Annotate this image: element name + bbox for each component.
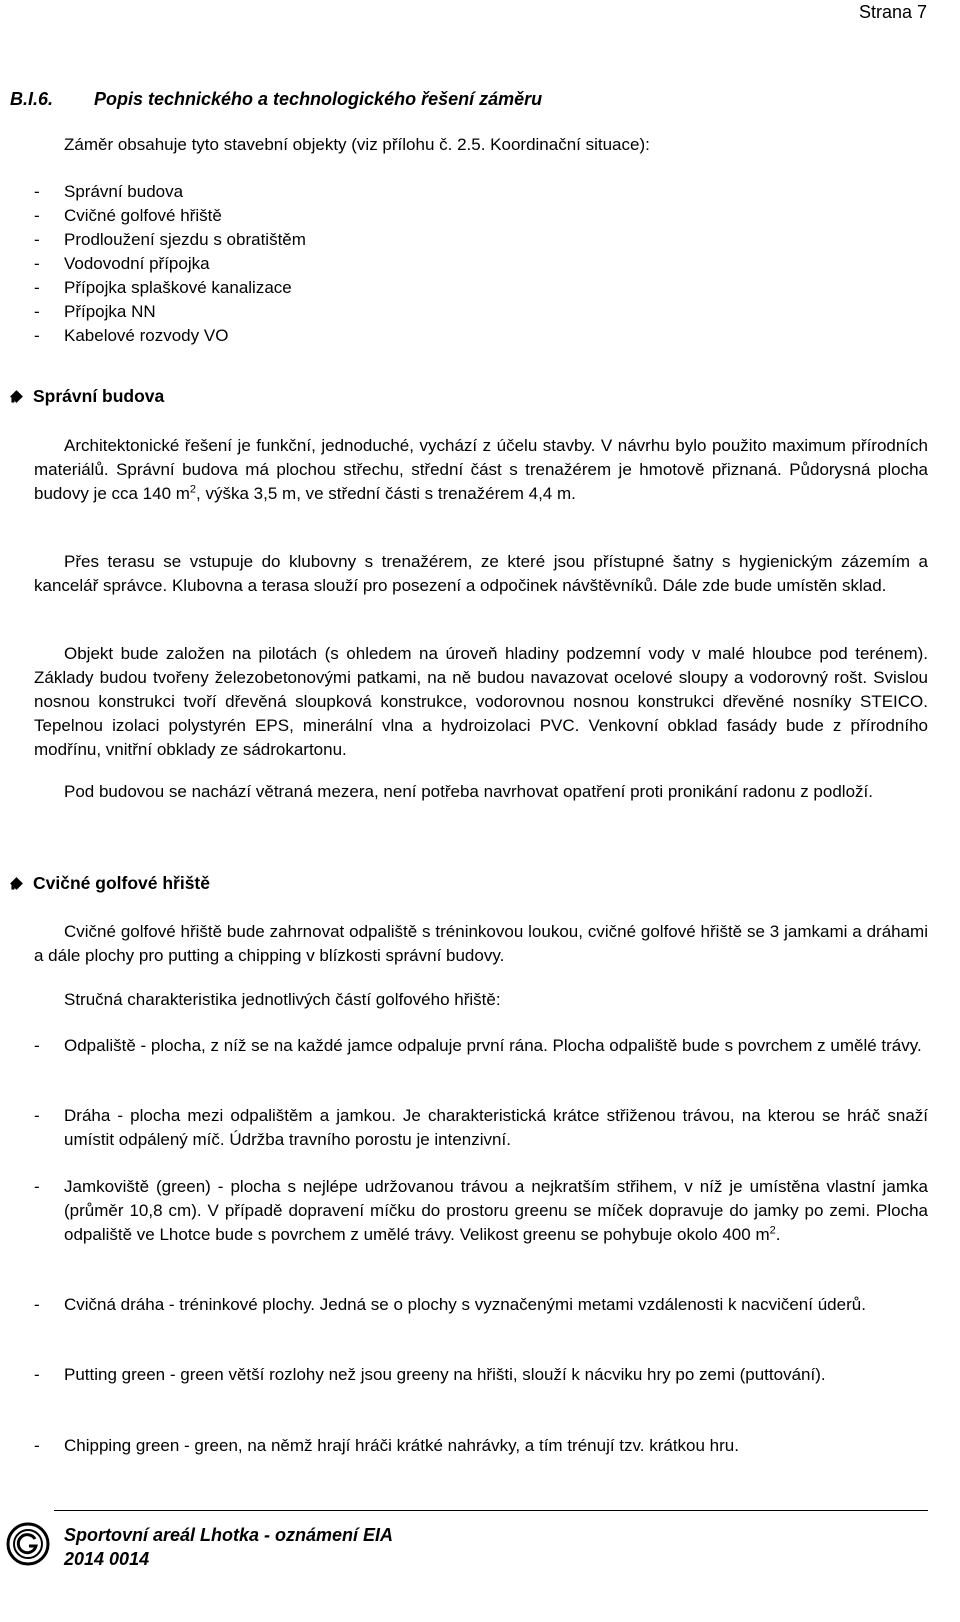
list-item: - Vodovodní přípojka [34,254,210,273]
diamond-bullet-icon [10,390,23,403]
list-item: - Cvičná dráha - tréninkové plochy. Jedná se o plochy s vyznačenými metami vzdálenosti k nacvičení úderů. [34,1295,866,1314]
object-list [34,180,306,348]
section-title: Popis technického a technologického řešení záměru [94,89,543,109]
section-number: B.I.6. [10,89,54,109]
subheading-golf: Cvičné golfové hřiště [10,873,210,894]
list-item: - Jamkoviště (green) - plocha s nejlépe udržovanou trávou a nejkratším střihem, v níž je umístěna vlastní jamka (průměr 10,8 cm). V případě dopravení míčku do prostoru greenu se míček dopravuje do jamky po zemi. Plocha odpaliště ve Lhotce bude s povrchem z umělé trávy. Velikost greenu se pohybuje okolo 400 $m^2$. [34,1177,928,1244]
admin-paragraph-1: Architektonické řešení je funkční, jednoduché, vychází z účelu stavby. V návrhu bylo použito maximum přírodních materiálů. Správní budova má plochou střechu, střední část s trenažérem je hmotově přiznaná. Půdorysná plocha budovy je cca 140 $m^2$, výška 3,5 m, ve střední části s trenažérem 4,4 m. [34,436,928,503]
company-logo-icon [6,1522,50,1566]
admin-paragraph-3: Objekt bude založen na pilotách (s ohledem na úroveň hladiny podzemní vody v malé hloubce pod terénem). Základy budou tvořeny železobetonovými patkami, na ně budou navazovat ocelové sloupy a vodorovný rošt. Svislou nosnou konstrukci tvoří dřevěná sloupková konstrukce, vodorovnou nosnou konstrukci dřevěné nosníky STEICO. Tepelnou izolaci polystyrén EPS, minerální vlna a hydroizolaci PVC. Venkovní obklad fasády bude z přírodního modřínu, vnitřní obklady ze sádrokartonu. [34,644,928,759]
section-heading [10,89,542,110]
intro-text: Záměr obsahuje tyto stavební objekty (viz přílohu č. 2.5. Koordinační situace): [64,135,650,154]
golf-paragraph-1: Cvičné golfové hřiště bude zahrnovat odpaliště s tréninkovou loukou, cvičné golfové hřiště se 3 jamkami a dráhami a dále plochy pro putting a chipping v blízkosti správní budovy. [34,922,928,965]
subheading-admin-building: Správní budova [10,386,164,407]
list-item: - Přípojka splaškové kanalizace [34,278,292,297]
list-item: - Správní budova [34,182,184,201]
list-item: - Kabelové rozvody VO [34,326,229,345]
page-number: Strana 7 [858,2,927,22]
golf-paragraph-2: Stručná charakteristika jednotlivých částí golfového hřiště: [64,990,501,1009]
list-item: - Přípojka NN [34,302,156,321]
footer-divider [54,1510,928,1511]
list-item: - Chipping green - green, na němž hrají hráči krátké nahrávky, a tím trénují tzv. krátkou hru. [34,1436,739,1455]
list-item: - Putting green - green větší rozlohy než jsou greeny na hřišti, slouží k nácviku hry po zemi (puttování). [34,1365,826,1384]
admin-paragraph-4: Pod budovou se nachází větraná mezera, není potřeba navrhovat opatření proti pronikání radonu z podloží. [64,782,873,801]
list-item: - Cvičné golfové hřiště [34,206,222,225]
list-item: - Odpaliště - plocha, z níž se na každé jamce odpaluje první rána. Plocha odpaliště bude s povrchem z umělé trávy. [34,1036,922,1055]
list-item: - Prodloužení sjezdu s obratištěm [34,230,306,249]
diamond-bullet-icon [10,877,23,890]
list-item: - Dráha - plocha mezi odpalištěm a jamkou. Je charakteristická krátce střiženou trávou, na kterou se hráč snaží umístit odpálený míč. Údržba travního porostu je intenzivní. [34,1106,928,1149]
admin-paragraph-2: Přes terasu se vstupuje do klubovny s trenažérem, ze které jsou přístupné šatny s hygienickým zázemím a kancelář správce. Klubovna a terasa slouží pro posezení a odpočinek návštěvníků. Dále zde bude umístěn sklad. [34,552,928,595]
footer-title: Sportovní areál Lhotka - oznámení EIA 2014 0014 [64,1525,394,1569]
